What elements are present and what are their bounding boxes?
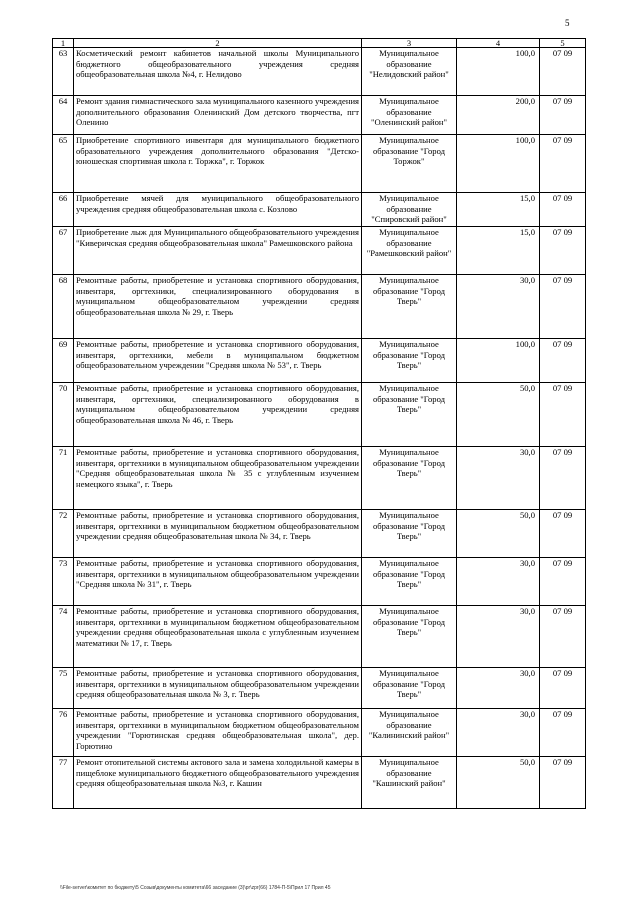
appropriations-table	[52, 38, 586, 809]
table-row	[53, 135, 586, 193]
file-path-footer: \\File-server\комитет по бюджету\5 Созыв\документы комитета\66 заседание (3)\pr\zpr(66) 1784-П-5\Прил 17 Прил 45	[60, 885, 331, 891]
amount: 30,0	[457, 709, 540, 757]
column-number: 5	[540, 39, 586, 48]
budget-code: 07 09	[540, 383, 586, 447]
municipality: Муниципальное образование "Город Тверь"	[362, 339, 457, 383]
table-row	[53, 558, 586, 606]
row-number: 64	[53, 96, 74, 135]
amount: 30,0	[457, 447, 540, 510]
measure-description: Ремонтные работы, приобретение и установка спортивного оборудования, инвентаря, оргтехники в муниципальном бюджетном общеобразовательном учреждении "Горютинская средняя общеобразовательная школа", дер. Горютино	[74, 709, 362, 757]
amount: 100,0	[457, 339, 540, 383]
amount: 30,0	[457, 668, 540, 709]
measure-description: Косметический ремонт кабинетов начальной школы Муниципального бюджетного общеобразовательного учреждения средняя общеобразовательная школа №4, г. Нелидово	[74, 48, 362, 96]
measure-description: Ремонтные работы, приобретение и установка спортивного оборудования, инвентаря, оргтехники в муниципальном общеобразовательном учреждении "Средняя общеобразовательная школа № 35 с углубленным изучением немецкого языка", г. Тверь	[74, 447, 362, 510]
table-row	[53, 48, 586, 96]
municipality: Муниципальное образование "Город Тверь"	[362, 668, 457, 709]
table-row	[53, 668, 586, 709]
measure-description: Приобретение лыж для Муниципального общеобразовательного учреждения "Киверичская средняя общеобразовательная школа" Рамешковского района	[74, 227, 362, 275]
municipality: Муниципальное образование "Оленинский район"	[362, 96, 457, 135]
page-number: 5	[565, 18, 570, 28]
municipality: Муниципальное образование "Город Тверь"	[362, 447, 457, 510]
row-number: 63	[53, 48, 74, 96]
budget-code: 07 09	[540, 96, 586, 135]
measure-description: Ремонтные работы, приобретение и установка спортивного оборудования, инвентаря, оргтехники в муниципальном общеобразовательном учреждении "Средняя школа № 31", г. Тверь	[74, 558, 362, 606]
municipality: Муниципальное образование "Город Тверь"	[362, 606, 457, 668]
budget-code: 07 09	[540, 275, 586, 339]
municipality: Муниципальное образование "Город Тверь"	[362, 383, 457, 447]
table-row	[53, 227, 586, 275]
budget-code: 07 09	[540, 135, 586, 193]
municipality: Муниципальное образование "Рамешковский район"	[362, 227, 457, 275]
amount: 100,0	[457, 48, 540, 96]
budget-code: 07 09	[540, 558, 586, 606]
column-number: 1	[53, 39, 74, 48]
amount: 50,0	[457, 510, 540, 558]
table-body	[53, 48, 586, 809]
municipality: Муниципальное образование "Калининский район"	[362, 709, 457, 757]
column-number-row	[53, 39, 586, 48]
row-number: 74	[53, 606, 74, 668]
amount: 100,0	[457, 135, 540, 193]
municipality: Муниципальное образование "Город Торжок"	[362, 135, 457, 193]
municipality: Муниципальное образование "Город Тверь"	[362, 510, 457, 558]
municipality: Муниципальное образование "Город Тверь"	[362, 275, 457, 339]
amount: 30,0	[457, 558, 540, 606]
budget-code: 07 09	[540, 339, 586, 383]
row-number: 75	[53, 668, 74, 709]
table-row	[53, 339, 586, 383]
budget-code: 07 09	[540, 757, 586, 809]
budget-code: 07 09	[540, 447, 586, 510]
table-row	[53, 709, 586, 757]
amount: 200,0	[457, 96, 540, 135]
row-number: 70	[53, 383, 74, 447]
row-number: 76	[53, 709, 74, 757]
amount: 15,0	[457, 193, 540, 227]
budget-code: 07 09	[540, 606, 586, 668]
row-number: 67	[53, 227, 74, 275]
budget-code: 07 09	[540, 193, 586, 227]
measure-description: Ремонтные работы, приобретение и установка спортивного оборудования, инвентаря, оргтехники в муниципальном бюджетном общеобразовательном учреждении средняя общеобразовательная школа № 34, г. Тверь	[74, 510, 362, 558]
table-row	[53, 757, 586, 809]
budget-code: 07 09	[540, 48, 586, 96]
amount: 50,0	[457, 757, 540, 809]
amount: 50,0	[457, 383, 540, 447]
budget-code: 07 09	[540, 709, 586, 757]
row-number: 73	[53, 558, 74, 606]
municipality: Муниципальное образование "Кашинский район"	[362, 757, 457, 809]
measure-description: Ремонтные работы, приобретение и установка спортивного оборудования, инвентаря, оргтехники, мебели в муниципальном бюджетном общеобразовательном учреждении "Средняя школа № 53", г. Тверь	[74, 339, 362, 383]
column-number: 4	[457, 39, 540, 48]
measure-description: Ремонтные работы, приобретение и установка спортивного оборудования, инвентаря, оргтехники, специализированного оборудования в муниципальном общеобразовательном учреждении средняя общеобразовательная школа № 29, г. Тверь	[74, 275, 362, 339]
budget-code: 07 09	[540, 227, 586, 275]
table-row	[53, 383, 586, 447]
row-number: 65	[53, 135, 74, 193]
row-number: 69	[53, 339, 74, 383]
measure-description: Ремонтные работы, приобретение и установка спортивного оборудования, инвентаря, оргтехники в муниципальном общеобразовательном учреждении средняя общеобразовательная школа № 3, г. Тверь	[74, 668, 362, 709]
amount: 30,0	[457, 275, 540, 339]
row-number: 77	[53, 757, 74, 809]
table-row	[53, 510, 586, 558]
municipality: Муниципальное образование "Город Тверь"	[362, 558, 457, 606]
municipality: Муниципальное образование "Нелидовский район"	[362, 48, 457, 96]
column-number: 3	[362, 39, 457, 48]
row-number: 66	[53, 193, 74, 227]
table-row	[53, 96, 586, 135]
row-number: 72	[53, 510, 74, 558]
amount: 15,0	[457, 227, 540, 275]
budget-code: 07 09	[540, 668, 586, 709]
row-number: 71	[53, 447, 74, 510]
table-row	[53, 193, 586, 227]
column-number: 2	[74, 39, 362, 48]
measure-description: Ремонт отопительной системы актового зала и замена холодильной камеры в пищеблоке муниципального бюджетного общеобразовательного учреждения средняя общеобразовательная школа №3, г. Кашин	[74, 757, 362, 809]
measure-description: Ремонтные работы, приобретение и установка спортивного оборудования, инвентаря, оргтехники в муниципальном бюджетном общеобразовательном учреждении средняя общеобразовательная школа с углубленным изучением математики № 17, г. Тверь	[74, 606, 362, 668]
amount: 30,0	[457, 606, 540, 668]
table-row	[53, 447, 586, 510]
measure-description: Приобретение спортивного инвентаря для муниципального бюджетного образовательного учреждения дополнительного образования "Детско-юношеская спортивная школа г. Торжка", г. Торжок	[74, 135, 362, 193]
row-number: 68	[53, 275, 74, 339]
table-row	[53, 606, 586, 668]
budget-code: 07 09	[540, 510, 586, 558]
municipality: Муниципальное образование "Спировский район"	[362, 193, 457, 227]
measure-description: Приобретение мячей для муниципального общеобразовательного учреждения средняя общеобразовательная школа с. Козлово	[74, 193, 362, 227]
table-row	[53, 275, 586, 339]
measure-description: Ремонт здания гимнастического зала муниципального казенного учреждения дополнительного образования Оленинский Дом детского творчества, пгт Оленино	[74, 96, 362, 135]
measure-description: Ремонтные работы, приобретение и установка спортивного оборудования, инвентаря, оргтехники, специализированного оборудования в муниципальном общеобразовательном учреждении средняя общеобразовательная школа № 46, г. Тверь	[74, 383, 362, 447]
